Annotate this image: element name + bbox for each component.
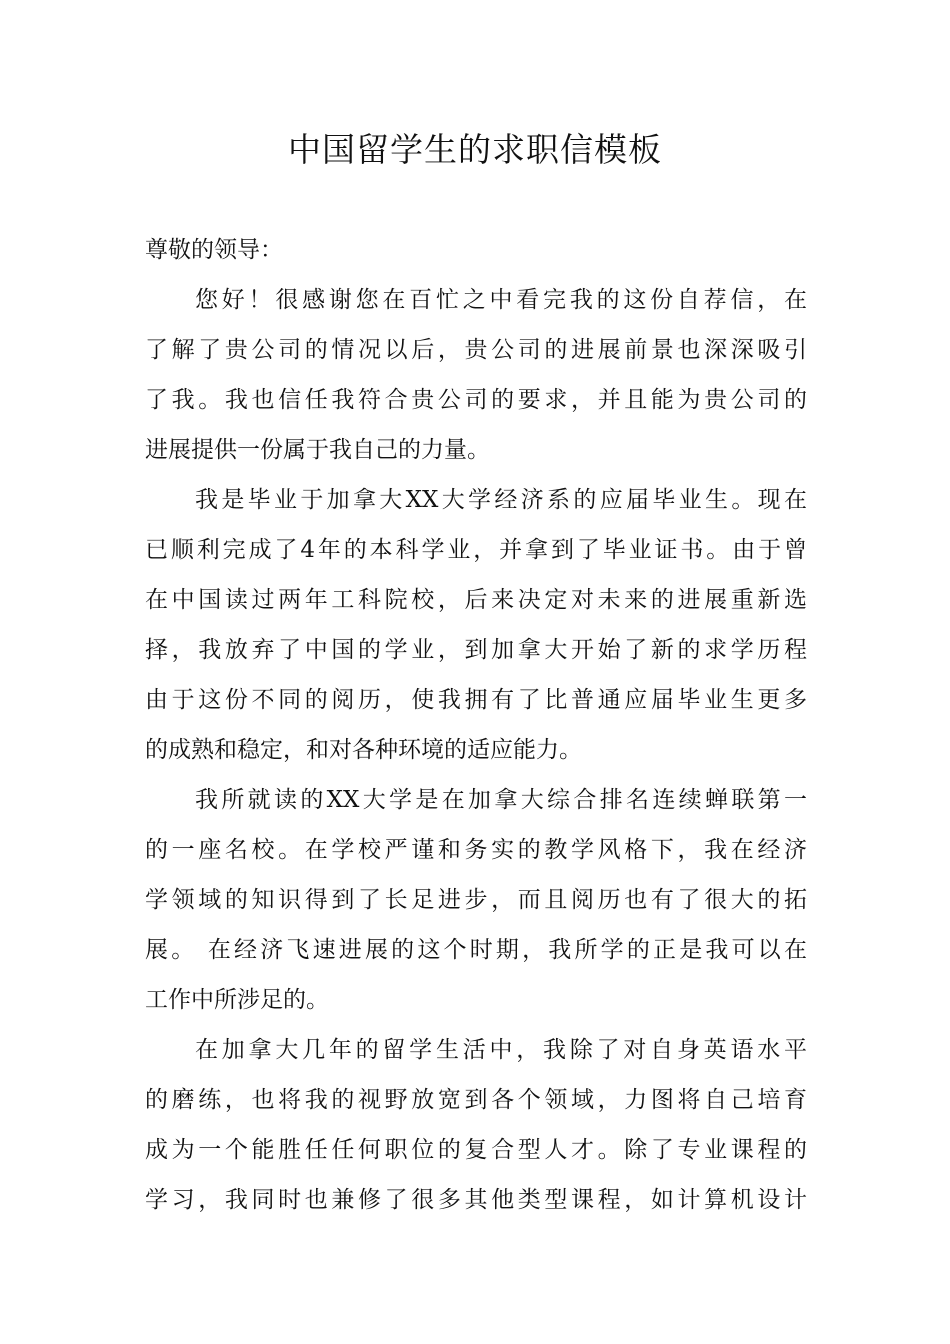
text-line: 的磨练，也将我的视野放宽到各个领域，力图将自己培育 <box>145 1087 807 1113</box>
text-line: 学领域的知识得到了长足进步，而且阅历也有了很大的拓 <box>145 887 807 913</box>
paragraph-greeting <box>145 275 807 475</box>
text-line: 已顺利完成了4年的本科学业，并拿到了毕业证书。由于曾 <box>145 537 807 563</box>
text-line: 进展提供一份属于我自己的力量。 <box>145 437 490 463</box>
text-line: 的成熟和稳定，和对各种环境的适应能力。 <box>145 737 582 763</box>
text-line: 我所就读的XX大学是在加拿大综合排名连续蝉联第一 <box>195 787 807 813</box>
text-line: 您好！很感谢您在百忙之中看完我的这份自荐信，在 <box>195 287 807 313</box>
text-line: 我是毕业于加拿大XX大学经济系的应届毕业生。现在 <box>195 487 807 513</box>
text-line: 了解了贵公司的情况以后，贵公司的进展前景也深深吸引 <box>145 337 807 363</box>
text-line: 在加拿大几年的留学生活中，我除了对自身英语水平 <box>195 1037 807 1063</box>
paragraph-university <box>145 775 807 1025</box>
paragraph-education <box>145 475 807 775</box>
text-line: 择，我放弃了中国的学业，到加拿大开始了新的求学历程 <box>145 637 807 663</box>
text-line: 学习，我同时也兼修了很多其他类型课程，如计算机设计 <box>145 1187 807 1213</box>
text-line: 成为一个能胜任任何职位的复合型人才。除了专业课程的 <box>145 1137 807 1163</box>
paragraph-study-life <box>145 1025 807 1225</box>
document-title: 中国留学生的求职信模板 <box>288 130 662 169</box>
text-line: 展。 在经济飞速进展的这个时期，我所学的正是我可以在 <box>145 937 807 963</box>
text-line: 了我。我也信任我符合贵公司的要求，并且能为贵公司的 <box>145 387 807 413</box>
letter-body <box>145 225 807 1225</box>
text-line: 由于这份不同的阅历，使我拥有了比普通应届毕业生更多 <box>145 687 807 713</box>
text-line: 工作中所涉足的。 <box>145 987 329 1013</box>
salutation: 尊敬的领导： <box>145 237 283 263</box>
text-line: 在中国读过两年工科院校，后来决定对未来的进展重新选 <box>145 587 807 613</box>
text-line: 的一座名校。在学校严谨和务实的教学风格下，我在经济 <box>145 837 807 863</box>
